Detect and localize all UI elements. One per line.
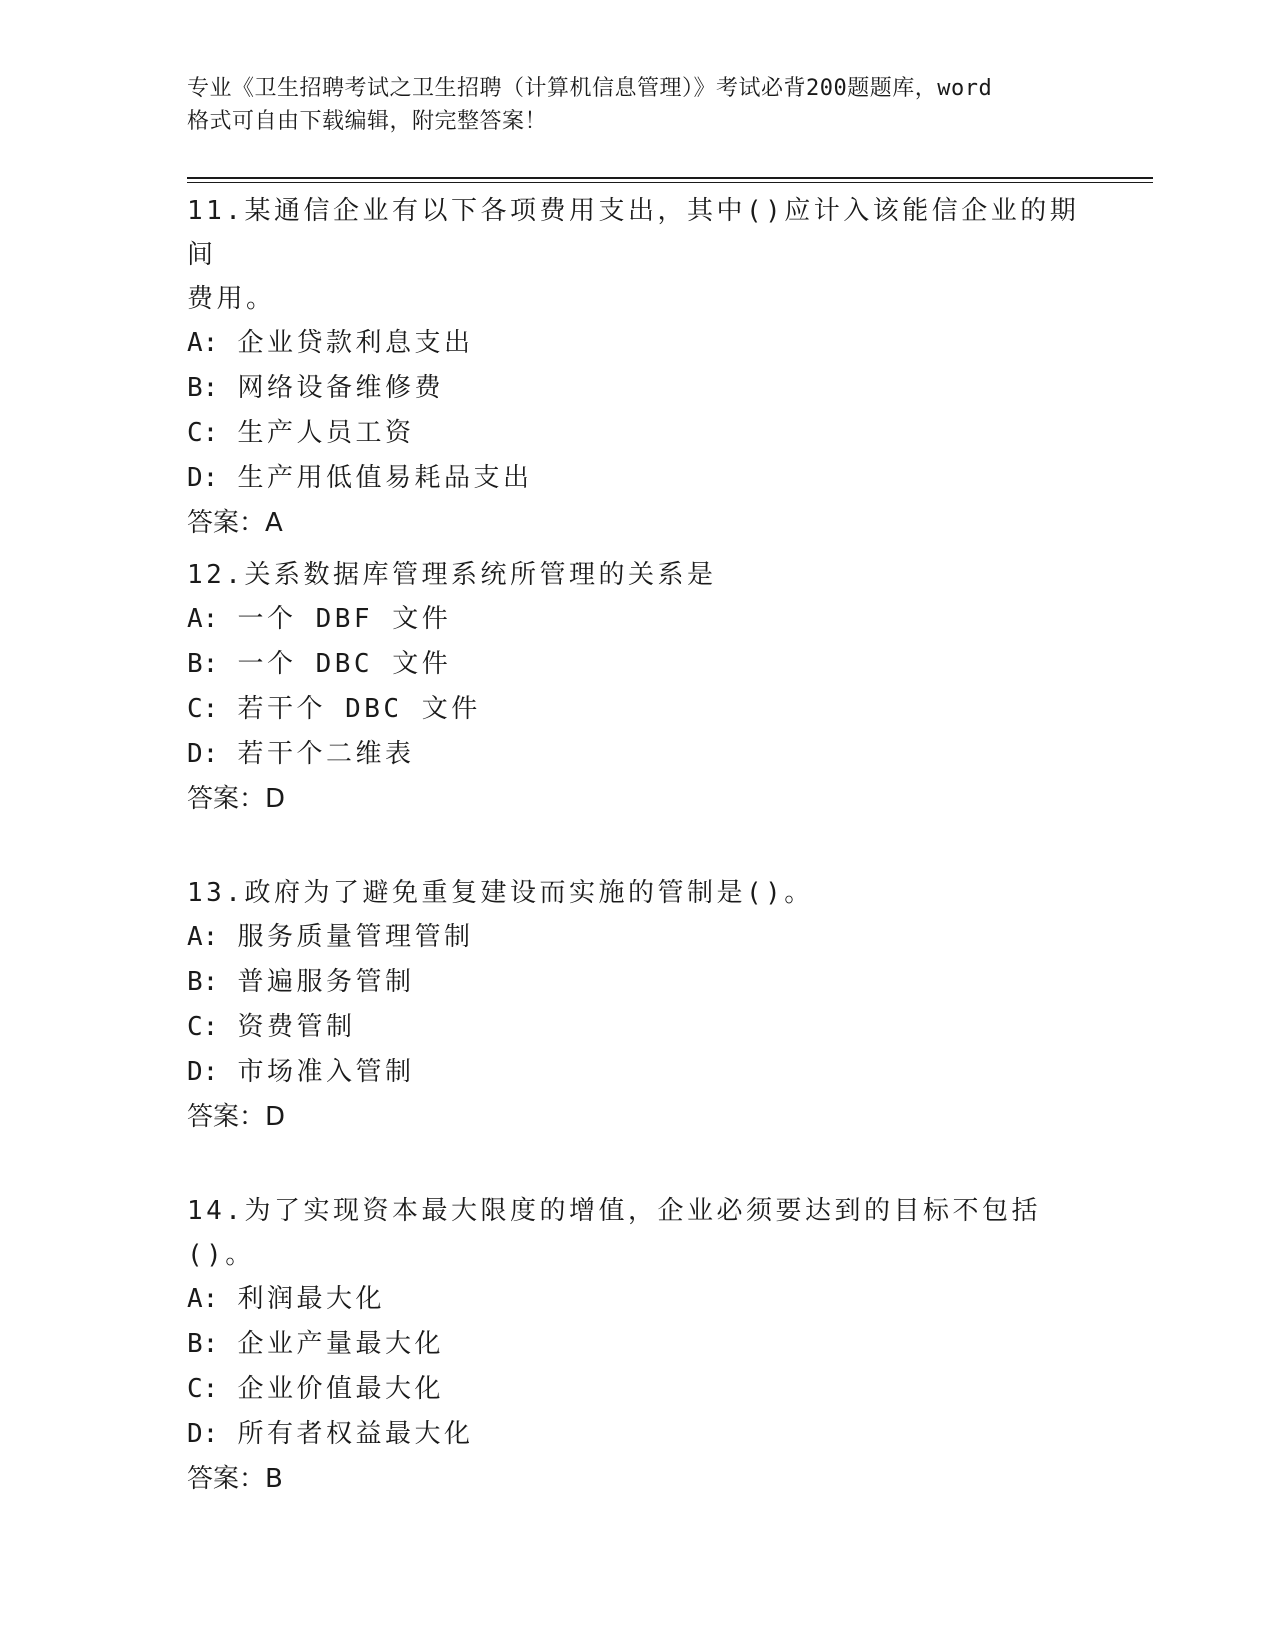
option-letter: A:	[187, 922, 219, 952]
option-d	[187, 732, 1087, 777]
option-b	[187, 1322, 1087, 1367]
header-line-1: 专业《卫生招聘考试之卫生招聘（计算机信息管理）》考试必背200题题库，word	[187, 76, 993, 101]
question-12	[187, 553, 1087, 822]
option-letter: C:	[187, 1374, 219, 1404]
header-divider-thick	[187, 177, 1153, 179]
question-stem: 12.关系数据库管理系统所管理的关系是	[187, 560, 717, 590]
option-letter: B:	[187, 1329, 219, 1359]
option-text: 一个 DBF 文件	[237, 604, 452, 634]
option-c	[187, 1367, 1087, 1412]
option-text: 利润最大化	[237, 1284, 385, 1314]
option-letter: A:	[187, 604, 219, 634]
option-letter: B:	[187, 649, 219, 679]
option-b	[187, 960, 1087, 1005]
option-a	[187, 915, 1087, 960]
document-header	[187, 72, 1087, 138]
option-letter: D:	[187, 463, 219, 493]
option-letter: D:	[187, 1419, 219, 1449]
question-14	[187, 1189, 1087, 1502]
option-text: 企业产量最大化	[237, 1329, 444, 1359]
option-b	[187, 642, 1087, 687]
answer-line: 答案：D	[187, 784, 286, 814]
option-letter: B:	[187, 373, 219, 403]
option-text: 企业价值最大化	[237, 1374, 444, 1404]
option-letter: C:	[187, 418, 219, 448]
option-a	[187, 321, 1087, 366]
option-text: 生产人员工资	[237, 418, 415, 448]
option-c	[187, 1005, 1087, 1050]
option-letter: B:	[187, 967, 219, 997]
option-text: 服务质量管理管制	[237, 922, 474, 952]
option-letter: D:	[187, 1057, 219, 1087]
option-text: 一个 DBC 文件	[237, 649, 452, 679]
question-11	[187, 189, 1087, 546]
option-letter: C:	[187, 694, 219, 724]
option-c	[187, 411, 1087, 456]
answer-line: 答案：B	[187, 1464, 283, 1494]
option-letter: A:	[187, 1284, 219, 1314]
option-text: 若干个 DBC 文件	[237, 694, 481, 724]
option-text: 普遍服务管制	[237, 967, 415, 997]
question-stem-continued: 费用。	[187, 284, 276, 314]
option-text: 网络设备维修费	[237, 373, 444, 403]
question-stem: 14.为了实现资本最大限度的增值，企业必须要达到的目标不包括()。	[187, 1196, 1041, 1270]
question-13	[187, 871, 1087, 1140]
option-text: 市场准入管制	[237, 1057, 415, 1087]
option-letter: A:	[187, 328, 219, 358]
option-text: 若干个二维表	[237, 739, 415, 769]
header-divider-thin	[187, 182, 1153, 183]
option-letter: C:	[187, 1012, 219, 1042]
option-a	[187, 1277, 1087, 1322]
option-text: 资费管制	[237, 1012, 356, 1042]
option-text: 生产用低值易耗品支出	[237, 463, 533, 493]
option-b	[187, 366, 1087, 411]
option-text: 所有者权益最大化	[237, 1419, 474, 1449]
question-stem: 11.某通信企业有以下各项费用支出，其中()应计入该能信企业的期间	[187, 196, 1080, 270]
option-d	[187, 1050, 1087, 1095]
header-line-2: 格式可自由下载编辑，附完整答案！	[187, 109, 548, 134]
option-c	[187, 687, 1087, 732]
option-d	[187, 1412, 1087, 1457]
option-text: 企业贷款利息支出	[237, 328, 474, 358]
answer-line: 答案：A	[187, 508, 283, 538]
option-d	[187, 456, 1087, 501]
option-letter: D:	[187, 739, 219, 769]
question-stem: 13.政府为了避免重复建设而实施的管制是()。	[187, 878, 814, 908]
option-a	[187, 597, 1087, 642]
answer-line: 答案：D	[187, 1102, 286, 1132]
